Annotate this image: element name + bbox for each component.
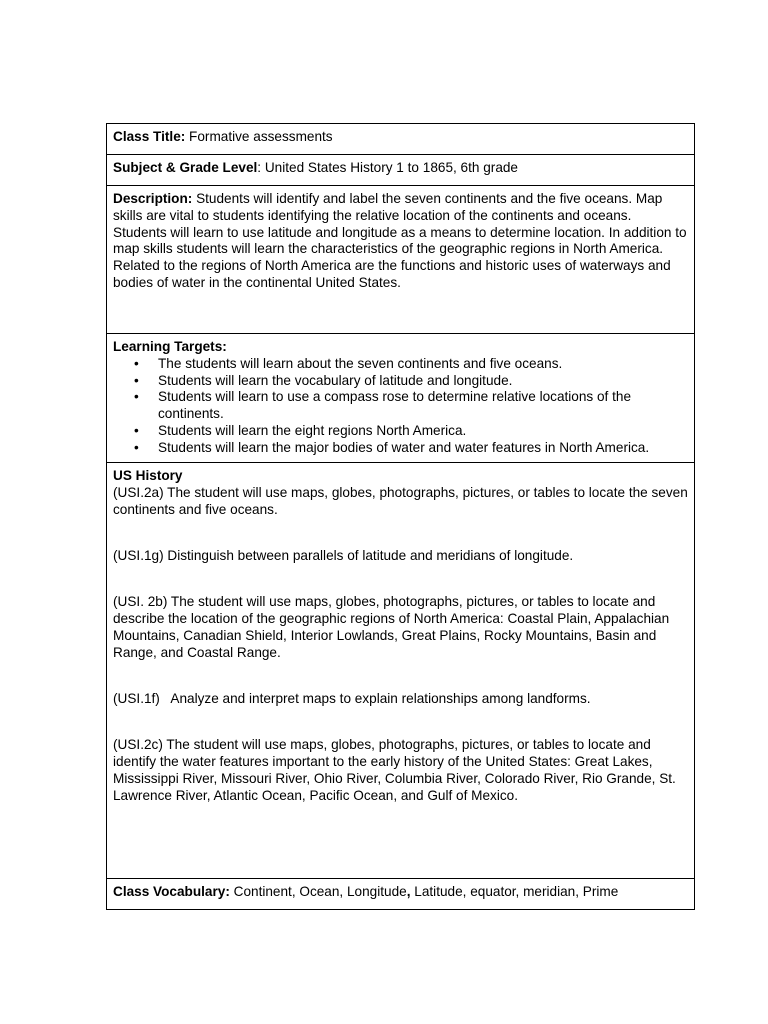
us-history-cell xyxy=(107,463,695,879)
vocabulary-value-part2: Latitude, equator, meridian, Prime xyxy=(410,884,619,899)
learning-target-item: • Students will learn to use a compass rose to determine relative locations of the continents. xyxy=(158,389,688,423)
learning-targets-list xyxy=(113,356,688,457)
standard-usi-2b: (USI. 2b) The student will use maps, globes, photographs, pictures, or tables to locate and describe the location of the geographic regions of North America: Coastal Plain, Appalachian Mountains, Canadian Shield, Interior Lowlands, Great Plains, Rocky Mountains, Basin and Range, and Coastal Range. xyxy=(113,594,670,660)
vocabulary-row xyxy=(107,879,695,910)
learning-targets-cell xyxy=(107,334,695,463)
subject-label: Subject & Grade Level xyxy=(113,160,258,175)
class-title-value: Formative assessments xyxy=(185,129,333,144)
subject-row xyxy=(107,155,695,186)
learning-targets-row xyxy=(107,334,695,463)
standard-usi-1f: (USI.1f) Analyze and interpret maps to explain relationships among landforms. xyxy=(113,691,591,707)
us-history-row xyxy=(107,463,695,879)
class-title-label: Class Title: xyxy=(113,129,186,144)
description-row xyxy=(107,186,695,334)
learning-target-item: • The students will learn about the seven continents and five oceans. xyxy=(158,356,688,373)
vocabulary-label: Class Vocabulary: xyxy=(113,884,230,899)
standard-usi-2a: (USI.2a) The student will use maps, globes, photographs, pictures, or tables to locate the seven continents and five oceans. xyxy=(113,484,688,517)
us-history-heading: US History xyxy=(113,468,183,483)
vocabulary-comma: , xyxy=(406,884,411,899)
lesson-plan-table xyxy=(106,123,695,910)
standard-usi-2c: (USI.2c) The student will use maps, globes, photographs, pictures, or tables to locate and identify the water features important to the early history of the United States: Great Lakes, Mississippi River, Missouri River, Ohio River, Columbia River, Colorado River, Rio Grande, St. Lawrence River, Atlantic Ocean, Pacific Ocean, and Gulf of Mexico. xyxy=(113,737,676,803)
subject-cell xyxy=(107,155,695,186)
learning-target-item: • Students will learn the vocabulary of latitude and longitude. xyxy=(158,373,688,390)
description-text: Students will identify and label the seven continents and the five oceans. Map skills are vital to students identifying the relative location of the continents and oceans. Students will learn to use latitude and longitude as a means to determine location. In addition to map skills students will learn the characteristics of the geographic regions in North America. Related to the regions of North America are the functions and historic uses of waterways and bodies of water in the continental United States. xyxy=(113,191,687,290)
learning-target-item: • Students will learn the eight regions North America. xyxy=(158,423,688,440)
standard-usi-1g: (USI.1g) Distinguish between parallels of latitude and meridians of longitude. xyxy=(113,548,574,564)
description-cell xyxy=(107,186,695,334)
description-label: Description: xyxy=(113,191,193,206)
class-title-cell xyxy=(107,124,695,155)
vocabulary-value-part1: Continent, Ocean, Longitude xyxy=(229,884,407,899)
class-title-row xyxy=(107,124,695,155)
vocabulary-cell xyxy=(107,879,695,910)
learning-targets-label: Learning Targets: xyxy=(113,339,227,354)
learning-target-item: • Students will learn the major bodies of water and water features in North America. xyxy=(158,440,688,457)
subject-value: : United States History 1 to 1865, 6th grade xyxy=(257,160,518,175)
